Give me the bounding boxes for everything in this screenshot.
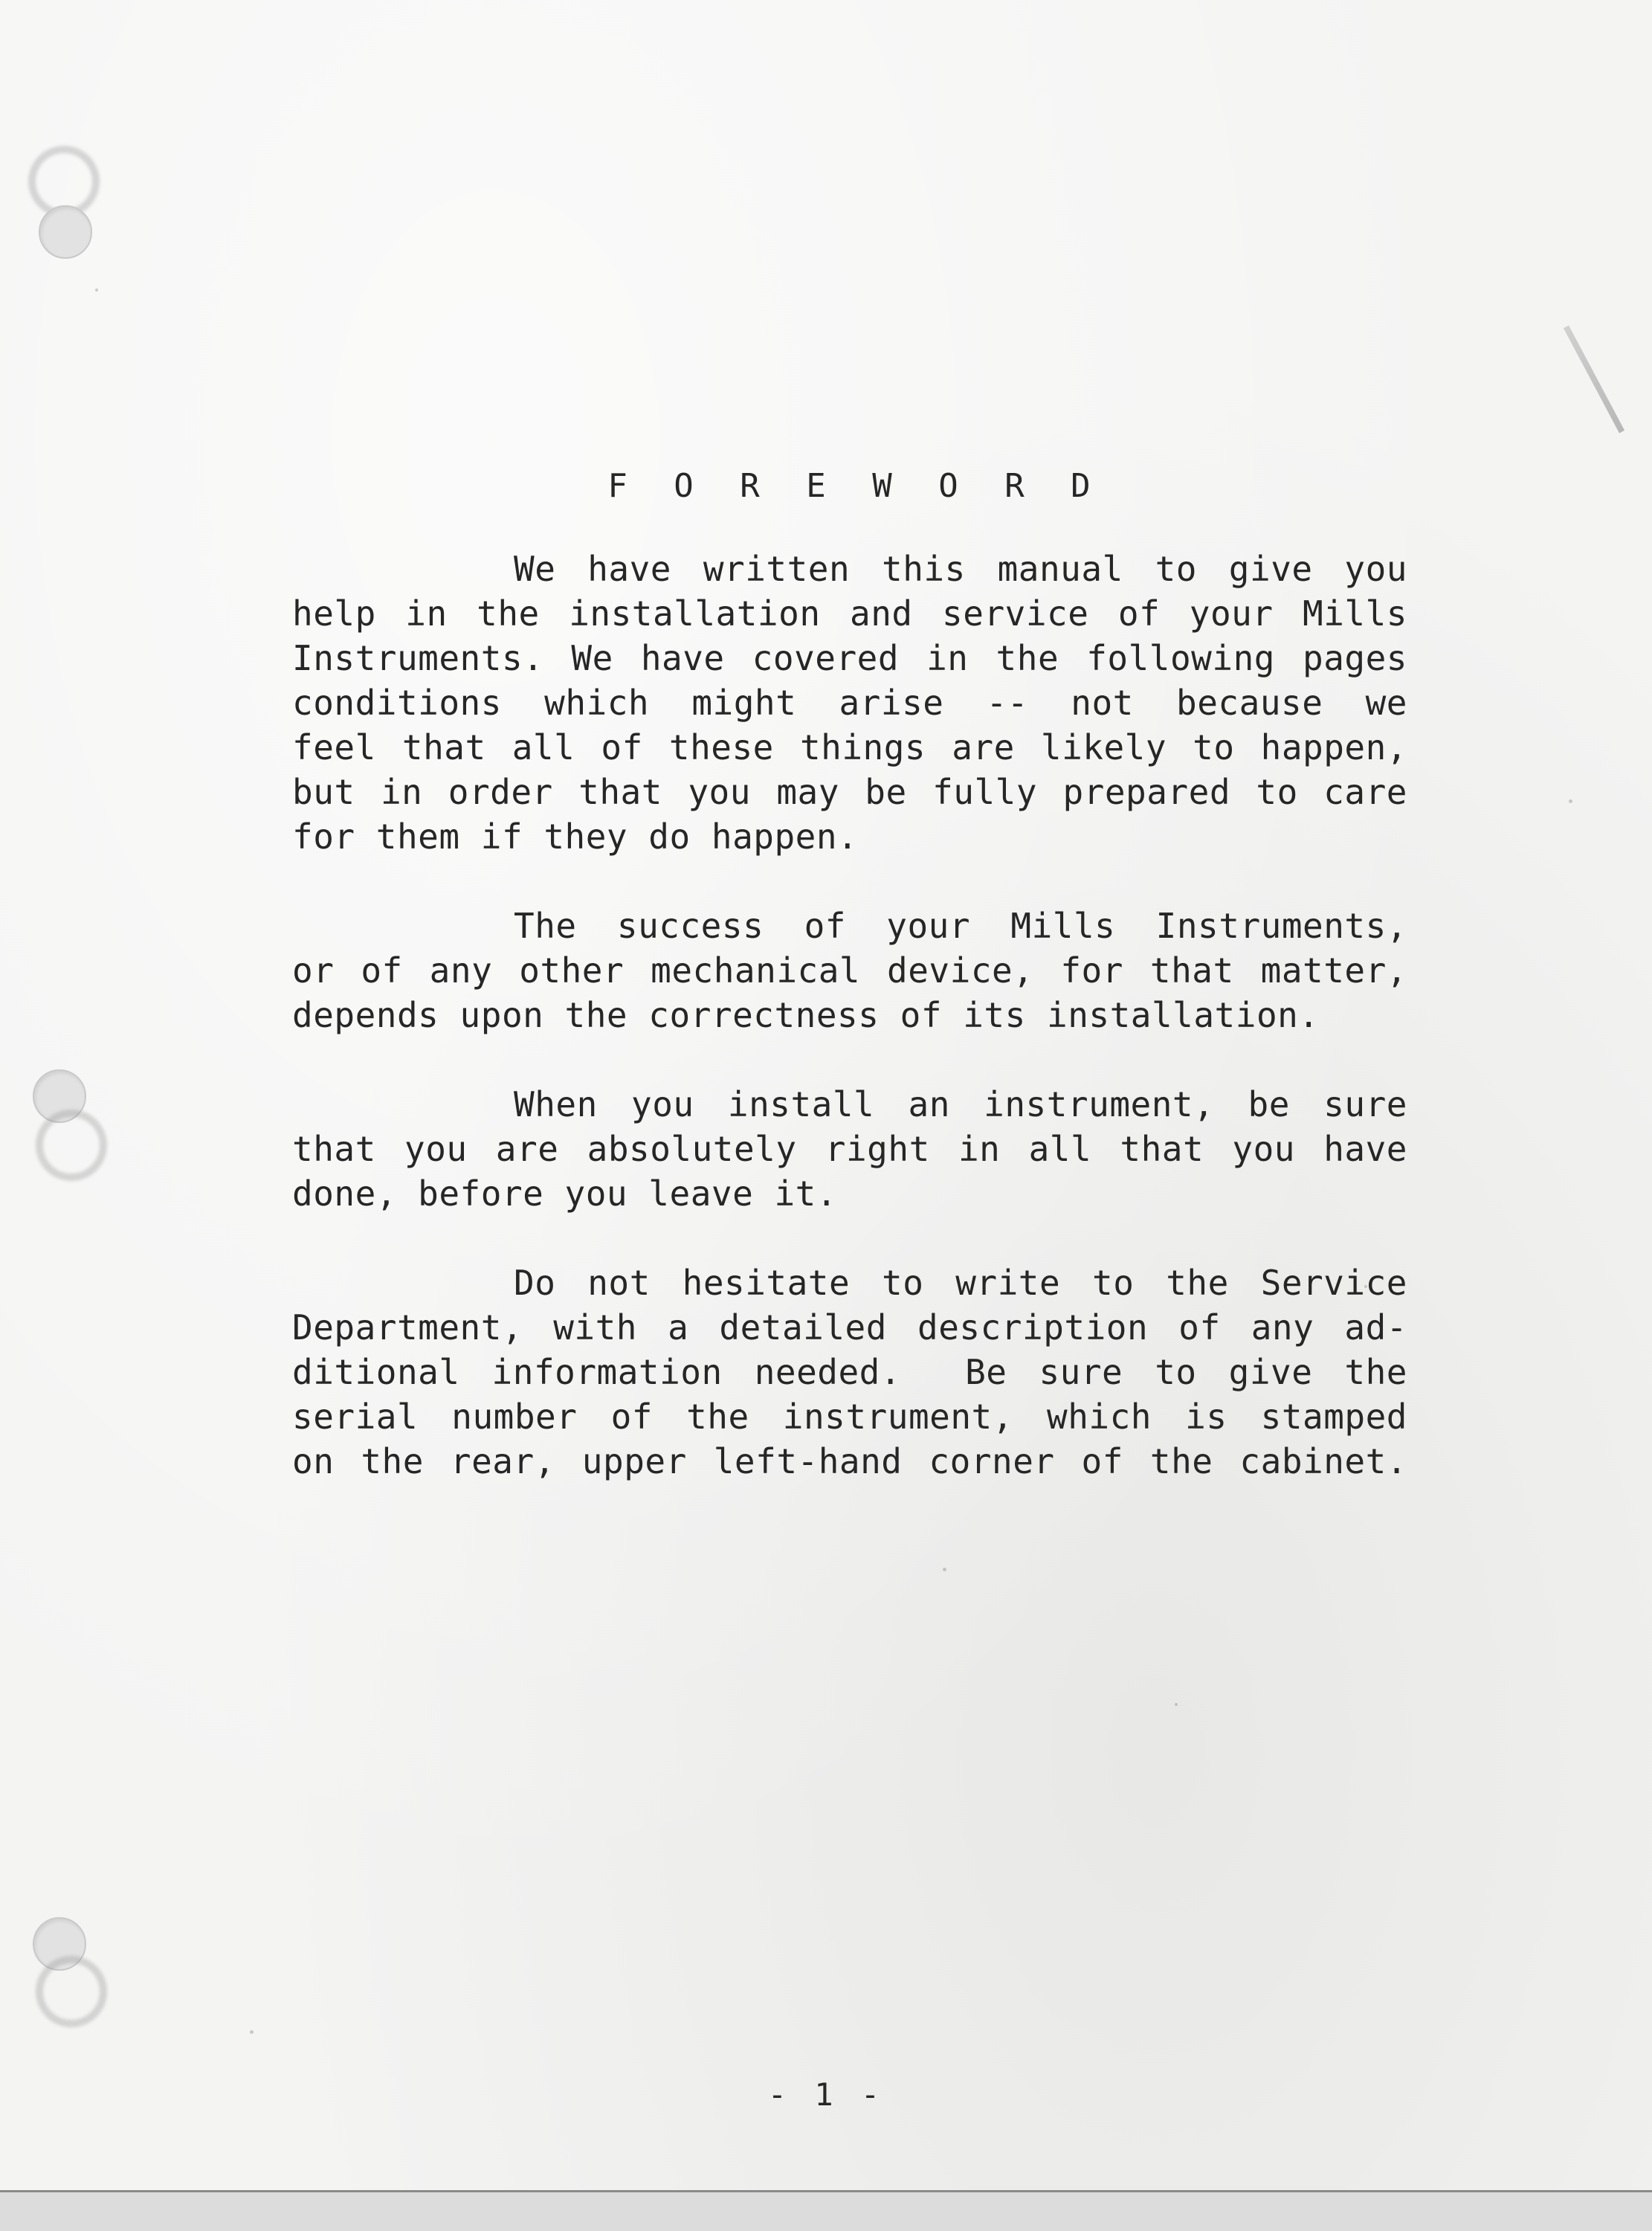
text-line: Instruments. We have covered in the following pages bbox=[292, 638, 1407, 678]
paragraph bbox=[292, 904, 1407, 1037]
punch-hole-ring-bottom bbox=[36, 1956, 107, 2027]
text-line: for them if they do happen. bbox=[292, 817, 859, 857]
paragraph bbox=[292, 1261, 1407, 1484]
text-line: serial number of the instrument, which is stamped bbox=[292, 1397, 1407, 1437]
text-line: depends upon the correctness of its installation. bbox=[292, 995, 1320, 1035]
text-line: We have written this manual to give you bbox=[514, 549, 1407, 589]
paragraph bbox=[292, 1082, 1407, 1216]
text-line: ditional information needed. Be sure to give the bbox=[292, 1352, 1407, 1392]
text-line: but in order that you may be fully prepared to care bbox=[292, 772, 1407, 812]
text-line: on the rear, upper left-hand corner of the cabinet. bbox=[292, 1441, 1407, 1481]
text-line: done, before you leave it. bbox=[292, 1174, 838, 1214]
paper-speck bbox=[95, 289, 98, 292]
text-line: Do not hesitate to write to the Service bbox=[514, 1263, 1407, 1303]
foreword-body bbox=[292, 547, 1407, 1528]
text-line: feel that all of these things are likely to happen, bbox=[292, 727, 1407, 767]
text-line: that you are absolutely right in all that you have bbox=[292, 1129, 1407, 1169]
text-line: Department, with a detailed description of any ad- bbox=[292, 1307, 1407, 1348]
page-number: - 1 - bbox=[767, 2076, 885, 2113]
paragraph bbox=[292, 547, 1407, 859]
page-title: F O R E W O R D bbox=[607, 467, 1104, 505]
paper-speck bbox=[1175, 1703, 1178, 1706]
text-line: The success of your Mills Instruments, bbox=[514, 906, 1407, 946]
text-line: conditions which might arise -- not because we bbox=[292, 683, 1407, 723]
paper-speck bbox=[943, 1568, 946, 1571]
text-line: help in the installation and service of your Mills bbox=[292, 593, 1407, 634]
paper-speck bbox=[1569, 799, 1572, 803]
punch-hole-top bbox=[39, 205, 92, 259]
text-line: When you install an instrument, be sure bbox=[514, 1084, 1407, 1124]
punch-hole-ring-middle bbox=[36, 1110, 107, 1181]
page-edge-scratch bbox=[1564, 325, 1624, 433]
scan-background-strip bbox=[0, 2192, 1652, 2231]
text-line: or of any other mechanical device, for that matter, bbox=[292, 950, 1407, 991]
paper-speck bbox=[250, 2030, 254, 2034]
